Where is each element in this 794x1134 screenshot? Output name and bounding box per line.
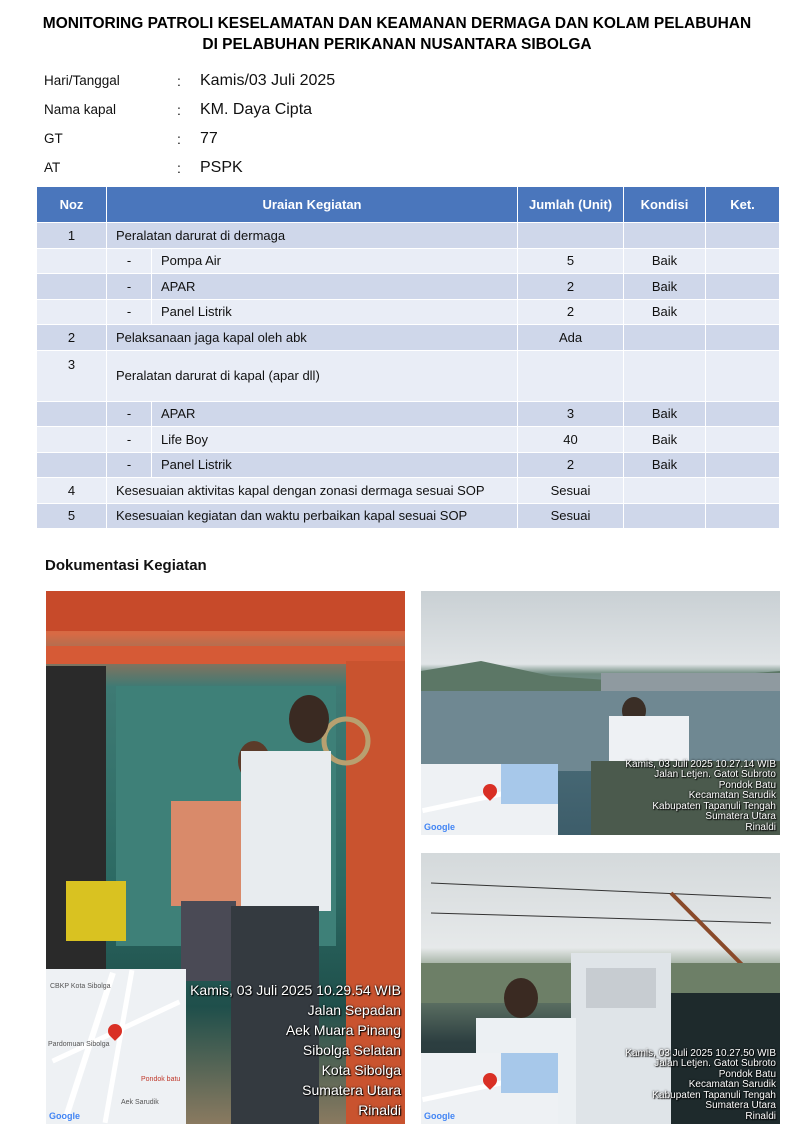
- cell-no: [37, 427, 107, 453]
- cell-ket: [706, 503, 780, 529]
- cell-no: 4: [37, 478, 107, 504]
- table-row: [37, 223, 780, 249]
- cell-no: [37, 401, 107, 427]
- table-row: [37, 325, 780, 351]
- cell-cond: [624, 503, 706, 529]
- cell-ket: [706, 274, 780, 300]
- table-row: [37, 274, 780, 300]
- table-row: [37, 401, 780, 427]
- cell-qty: 5: [518, 248, 624, 274]
- stamp-line: Kecamatan Sarudik: [688, 1079, 776, 1090]
- info-label: Hari/Tanggal: [44, 73, 120, 88]
- info-label: AT: [44, 160, 61, 175]
- cell-dash: -: [107, 427, 152, 453]
- cell-item: APAR: [152, 274, 518, 300]
- photo-ship-cabin: [46, 591, 405, 1124]
- google-logo: Google: [49, 1111, 80, 1121]
- info-value: KM. Daya Cipta: [200, 100, 313, 118]
- stamp-line: Kecamatan Sarudik: [688, 790, 776, 801]
- stamp-line: Rinaldi: [745, 821, 776, 833]
- stamp-line: Rinaldi: [358, 1102, 401, 1118]
- document-title: [0, 13, 794, 55]
- cell-cond: Baik: [624, 274, 706, 300]
- cell-no: 2: [37, 325, 107, 351]
- cell-dash: -: [107, 274, 152, 300]
- cell-qty: 40: [518, 427, 624, 453]
- google-logo: Google: [424, 822, 455, 832]
- cell-item: Peralatan darurat di dermaga: [107, 223, 518, 249]
- cell-cond: [624, 478, 706, 504]
- cell-item: Peralatan darurat di kapal (apar dll): [107, 350, 518, 401]
- cell-ket: [706, 401, 780, 427]
- stamp-line: Jalan Sepadan: [307, 1002, 401, 1018]
- inspection-table: [36, 186, 780, 529]
- stamp-line: Rinaldi: [745, 1110, 776, 1122]
- cell-dash: -: [107, 452, 152, 478]
- location-map: [46, 969, 186, 1124]
- info-label: Nama kapal: [44, 102, 117, 117]
- cell-qty: Sesuai: [518, 478, 624, 504]
- cell-cond: [624, 350, 706, 401]
- info-colon: :: [177, 72, 181, 89]
- cell-no: [37, 274, 107, 300]
- photo-timestamp: [190, 980, 401, 1120]
- cell-qty: Sesuai: [518, 503, 624, 529]
- stamp-line: Sibolga Selatan: [302, 1042, 401, 1058]
- cell-cond: Baik: [624, 401, 706, 427]
- cell-cond: [624, 223, 706, 249]
- cell-ket: [706, 427, 780, 453]
- cell-qty: Ada: [518, 325, 624, 351]
- cell-no: 5: [37, 503, 107, 529]
- table-row: [37, 478, 780, 504]
- cell-qty: [518, 350, 624, 401]
- cell-dash: -: [107, 299, 152, 325]
- cell-ket: [706, 223, 780, 249]
- title-line-1: MONITORING PATROLI KESELAMATAN DAN KEAMANAN DERMAGA DAN KOLAM PELABUHAN: [42, 15, 752, 32]
- stamp-line: Kabupaten Tapanuli Tengah: [652, 800, 776, 812]
- photo-harbour-pier: [421, 591, 780, 835]
- table-row: [37, 427, 780, 453]
- info-label: GT: [44, 131, 63, 146]
- cell-no: [37, 248, 107, 274]
- cell-ket: [706, 248, 780, 274]
- cell-dash: -: [107, 248, 152, 274]
- cell-dash: -: [107, 401, 152, 427]
- section-title-documentation: Dokumentasi Kegiatan: [45, 557, 207, 574]
- stamp-line: Jalan Letjen. Gatot Subroto: [654, 769, 776, 780]
- cell-item: Panel Listrik: [152, 452, 518, 478]
- stamp-line: Kamis, 03 Juli 2025 10.27.14 WIB: [625, 758, 776, 770]
- table-row: [37, 248, 780, 274]
- table-row: [37, 503, 780, 529]
- cell-item: Life Boy: [152, 427, 518, 453]
- cell-ket: [706, 350, 780, 401]
- stamp-line: Sumatera Utara: [302, 1082, 401, 1098]
- photo-timestamp: [625, 760, 776, 834]
- cell-cond: Baik: [624, 248, 706, 274]
- vessel-info: [44, 66, 544, 182]
- cell-no: [37, 299, 107, 325]
- cell-ket: [706, 452, 780, 478]
- cell-cond: Baik: [624, 427, 706, 453]
- info-colon: :: [177, 159, 181, 176]
- cell-item: Kesesuaian kegiatan dan waktu perbaikan kapal sesuai SOP: [107, 503, 518, 529]
- info-value: 77: [200, 129, 218, 147]
- stamp-line: Kabupaten Tapanuli Tengah: [652, 1089, 776, 1101]
- cell-cond: Baik: [624, 299, 706, 325]
- info-row-date: [44, 66, 544, 95]
- map-label: Pondok batu: [141, 1076, 181, 1083]
- stamp-line: Pondok Batu: [718, 779, 776, 791]
- header-description: Uraian Kegiatan: [107, 187, 518, 223]
- cell-item: Panel Listrik: [152, 299, 518, 325]
- cell-ket: [706, 299, 780, 325]
- cell-qty: 2: [518, 452, 624, 478]
- stamp-line: Kota Sibolga: [321, 1062, 401, 1078]
- header-notes: Ket.: [706, 187, 780, 223]
- table-row: [37, 350, 780, 401]
- info-colon: :: [177, 130, 181, 147]
- cell-cond: [624, 325, 706, 351]
- cell-qty: 2: [518, 274, 624, 300]
- cell-ket: [706, 478, 780, 504]
- stamp-line: Sumatera Utara: [705, 1100, 776, 1111]
- info-row-at: [44, 153, 544, 182]
- info-row-vessel: [44, 95, 544, 124]
- photo-electrical-panel: [421, 853, 780, 1124]
- map-label: CBKP Kota Sibolga: [50, 983, 111, 990]
- stamp-line: Pondok Batu: [718, 1068, 776, 1080]
- cell-qty: 2: [518, 299, 624, 325]
- table-header-row: [37, 187, 780, 223]
- header-condition: Kondisi: [624, 187, 706, 223]
- stamp-line: Aek Muara Pinang: [285, 1022, 401, 1038]
- title-line-2: DI PELABUHAN PERIKANAN NUSANTARA SIBOLGA: [202, 36, 592, 53]
- header-no: Noz: [37, 187, 107, 223]
- cell-item: Pompa Air: [152, 248, 518, 274]
- stamp-line: Jalan Letjen. Gatot Subroto: [654, 1058, 776, 1069]
- cell-qty: [518, 223, 624, 249]
- info-colon: :: [177, 101, 181, 118]
- map-label: Pardomuan Sibolga: [48, 1041, 110, 1048]
- cell-no: 1: [37, 223, 107, 249]
- stamp-line: Kamis, 03 Juli 2025 10.27.50 WIB: [625, 1047, 776, 1059]
- table-row: [37, 452, 780, 478]
- table-row: [37, 299, 780, 325]
- cell-ket: [706, 325, 780, 351]
- info-row-gt: [44, 124, 544, 153]
- cell-no: [37, 452, 107, 478]
- cell-item: Pelaksanaan jaga kapal oleh abk: [107, 325, 518, 351]
- cell-item: Kesesuaian aktivitas kapal dengan zonasi dermaga sesuai SOP: [107, 478, 518, 504]
- stamp-line: Sumatera Utara: [705, 811, 776, 822]
- location-map: [421, 764, 558, 835]
- cell-cond: Baik: [624, 452, 706, 478]
- cell-qty: 3: [518, 401, 624, 427]
- info-value: PSPK: [200, 158, 243, 176]
- google-logo: Google: [424, 1111, 455, 1121]
- photo-timestamp: [625, 1049, 776, 1123]
- cell-no: 3: [37, 350, 107, 401]
- map-label: Aek Sarudik: [121, 1099, 159, 1106]
- location-map: [421, 1053, 558, 1124]
- header-quantity: Jumlah (Unit): [518, 187, 624, 223]
- info-value: Kamis/03 Juli 2025: [200, 71, 336, 89]
- cell-item: APAR: [152, 401, 518, 427]
- stamp-line: Kamis, 03 Juli 2025 10.29.54 WIB: [190, 982, 401, 998]
